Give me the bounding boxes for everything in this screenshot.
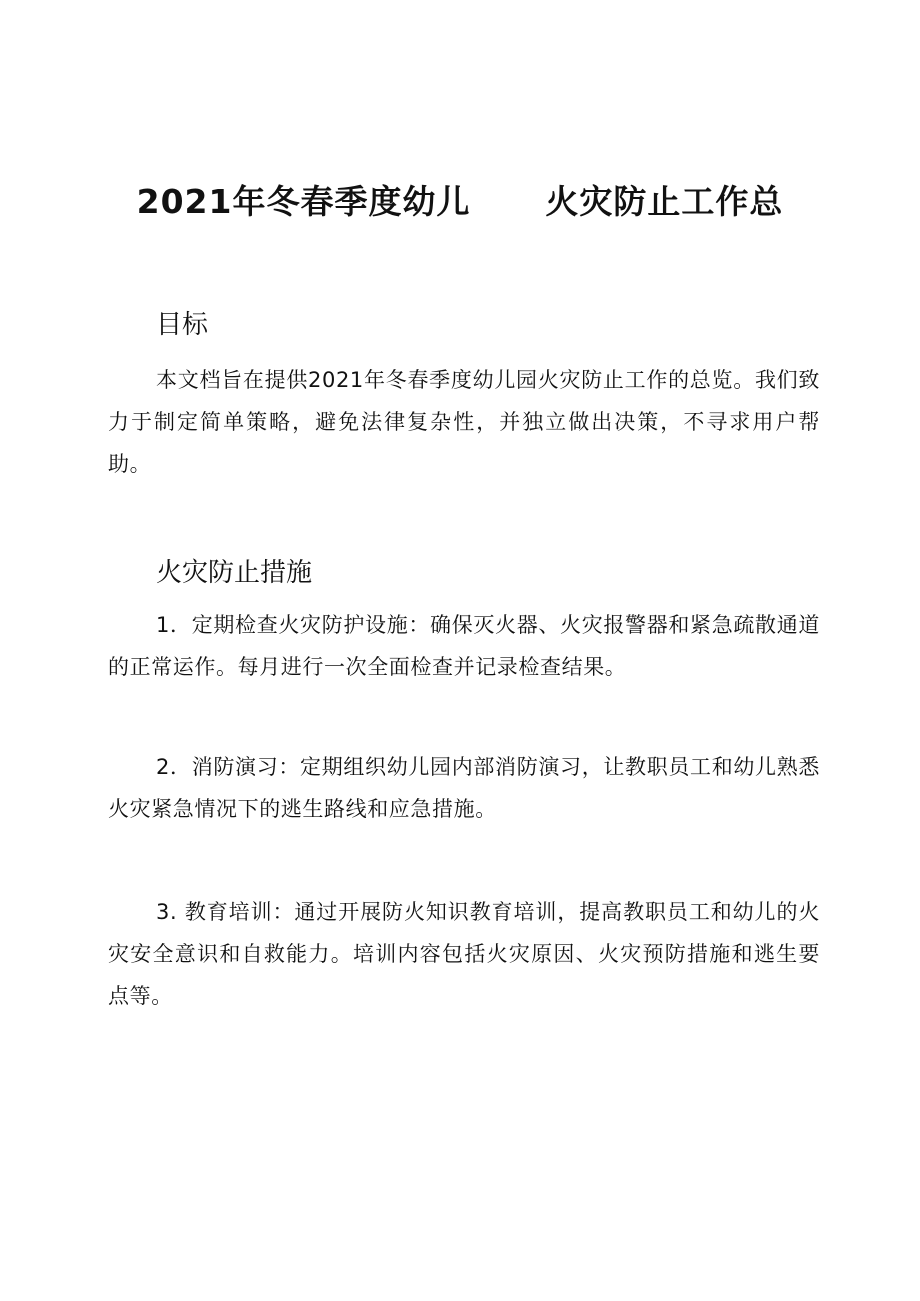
goal-paragraph: 本文档旨在提供2021年冬春季度幼儿园火灾防止工作的总览。我们致力于制定简单策略，避免法律复杂性，并独立做出决策，不寻求用户帮助。 — [108, 368, 820, 476]
measure-item-3: 3. 教育培训：通过开展防火知识教育培训，提高教职员工和幼儿的火灾安全意识和自救能力。培训内容包括火灾原因、火灾预防措施和逃生要点等。 — [108, 900, 820, 1008]
section-heading-measures: 火灾防止措施 — [156, 558, 313, 588]
measure-item-1: 1．定期检查火灾防护设施：确保灭火器、火灾报警器和紧急疏散通道的正常运作。每月进行一次全面检查并记录检查结果。 — [108, 613, 820, 679]
measure-item-2: 2．消防演习：定期组织幼儿园内部消防演习，让教职员工和幼儿熟悉火灾紧急情况下的逃生路线和应急措施。 — [108, 755, 820, 821]
document-title: 2021年冬春季度幼儿 火灾防止工作总 — [136, 182, 784, 221]
section-heading-goal: 目标 — [156, 310, 209, 340]
